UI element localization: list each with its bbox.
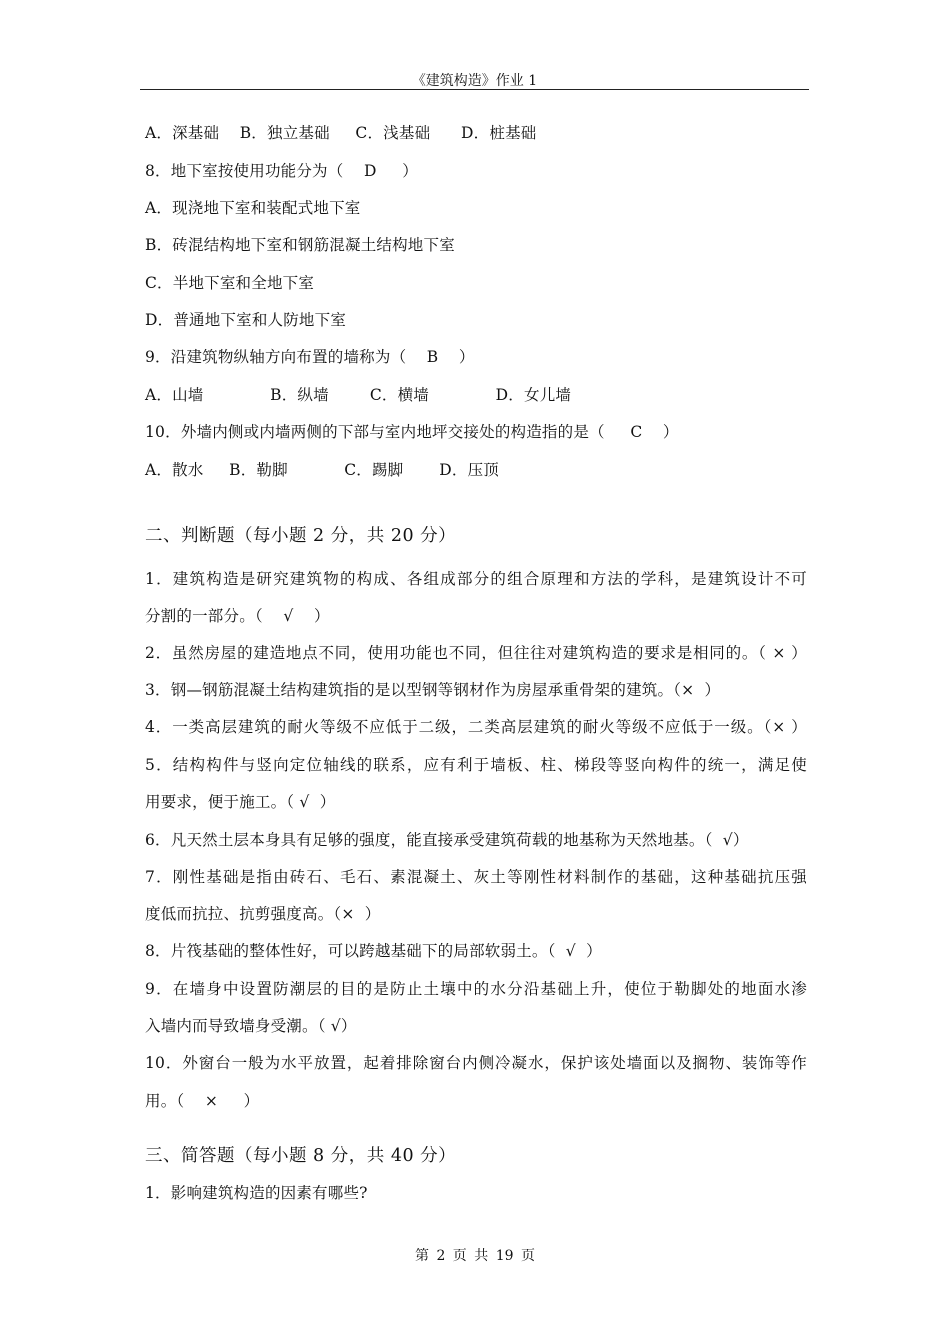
judgment-9-line-2: 入墙内而导致墙身受潮。（ √）: [145, 1017, 357, 1035]
judgment-9-line-1: 9．在墙身中设置防潮层的目的是防止土壤中的水分沿基础上升，使位于勒脚处的地面水渗: [145, 980, 807, 998]
judgment-10-line-2: 用。（ × ）: [145, 1092, 260, 1110]
q8-option-d: D．普通地下室和人防地下室: [145, 311, 347, 329]
judgment-7-line-2: 度低而抗拉、抗剪强度高。（× ）: [145, 905, 381, 923]
judgment-4: 4．一类高层建筑的耐火等级不应低于二级，二类高层建筑的耐火等级不应低于一级。（× ）: [145, 718, 807, 736]
q10-options: A．散水 B．勒脚 C．踢脚 D．压顶: [145, 461, 499, 479]
judgment-3: 3．钢—钢筋混凝土结构建筑指的是以型钢等钢材作为房屋承重骨架的建筑。（× ）: [145, 681, 721, 699]
q8-option-b: B．砖混结构地下室和钢筋混凝土结构地下室: [145, 236, 455, 254]
q8-option-a: A．现浇地下室和装配式地下室: [145, 199, 361, 217]
q8-option-c: C．半地下室和全地下室: [145, 274, 315, 292]
judgment-1-line-2: 分割的一部分。（ √ ）: [145, 607, 330, 625]
judgment-10-line-1: 10．外窗台一般为水平放置，起着排除窗台内侧冷凝水，保护该处墙面以及搁物、装饰等作: [145, 1054, 807, 1072]
q9-question: 9．沿建筑物纵轴方向布置的墙称为（ B ）: [145, 348, 475, 366]
q8-question: 8．地下室按使用功能分为（ D ）: [145, 162, 418, 180]
judgment-5-line-1: 5．结构构件与竖向定位轴线的联系，应有利于墙板、柱、梯段等竖向构件的统一，满足使: [145, 756, 807, 774]
judgment-1-line-1: 1．建筑构造是研究建筑物的构成、各组成部分的组合原理和方法的学科，是建筑设计不可: [145, 570, 807, 588]
judgment-5-line-2: 用要求，便于施工。（ √ ）: [145, 793, 336, 811]
judgment-6: 6．凡天然土层本身具有足够的强度，能直接承受建筑荷载的地基称为天然地基。（ √）: [145, 831, 749, 849]
judgment-7-line-1: 7．刚性基础是指由砖石、毛石、素混凝土、灰土等刚性材料制作的基础，这种基础抗压强: [145, 868, 807, 886]
judgment-8: 8．片筏基础的整体性好，可以跨越基础下的局部软弱土。（ √ ）: [145, 942, 602, 960]
page-footer: 第 2 页 共 19 页: [415, 1248, 535, 1264]
section-heading-judgment: 二、判断题（每小题 2 分，共 20 分）: [145, 526, 457, 546]
q10-question: 10．外墙内侧或内墙两侧的下部与室内地坪交接处的构造指的是（ C ）: [145, 423, 679, 441]
header-divider: [140, 89, 809, 90]
short-answer-1: 1．影响建筑构造的因素有哪些?: [145, 1184, 368, 1202]
page-header: 《建筑构造》作业 1: [411, 73, 538, 89]
section-heading-short-answer: 三、简答题（每小题 8 分，共 40 分）: [145, 1146, 457, 1166]
judgment-2: 2．虽然房屋的建造地点不同，使用功能也不同，但往往对建筑构造的要求是相同的。（ × ）: [145, 644, 807, 662]
q9-options: A．山墙 B．纵墙 C．横墙 D．女儿墙: [145, 386, 572, 404]
q7-options: A．深基础 B．独立基础 C．浅基础 D．桩基础: [145, 124, 537, 142]
